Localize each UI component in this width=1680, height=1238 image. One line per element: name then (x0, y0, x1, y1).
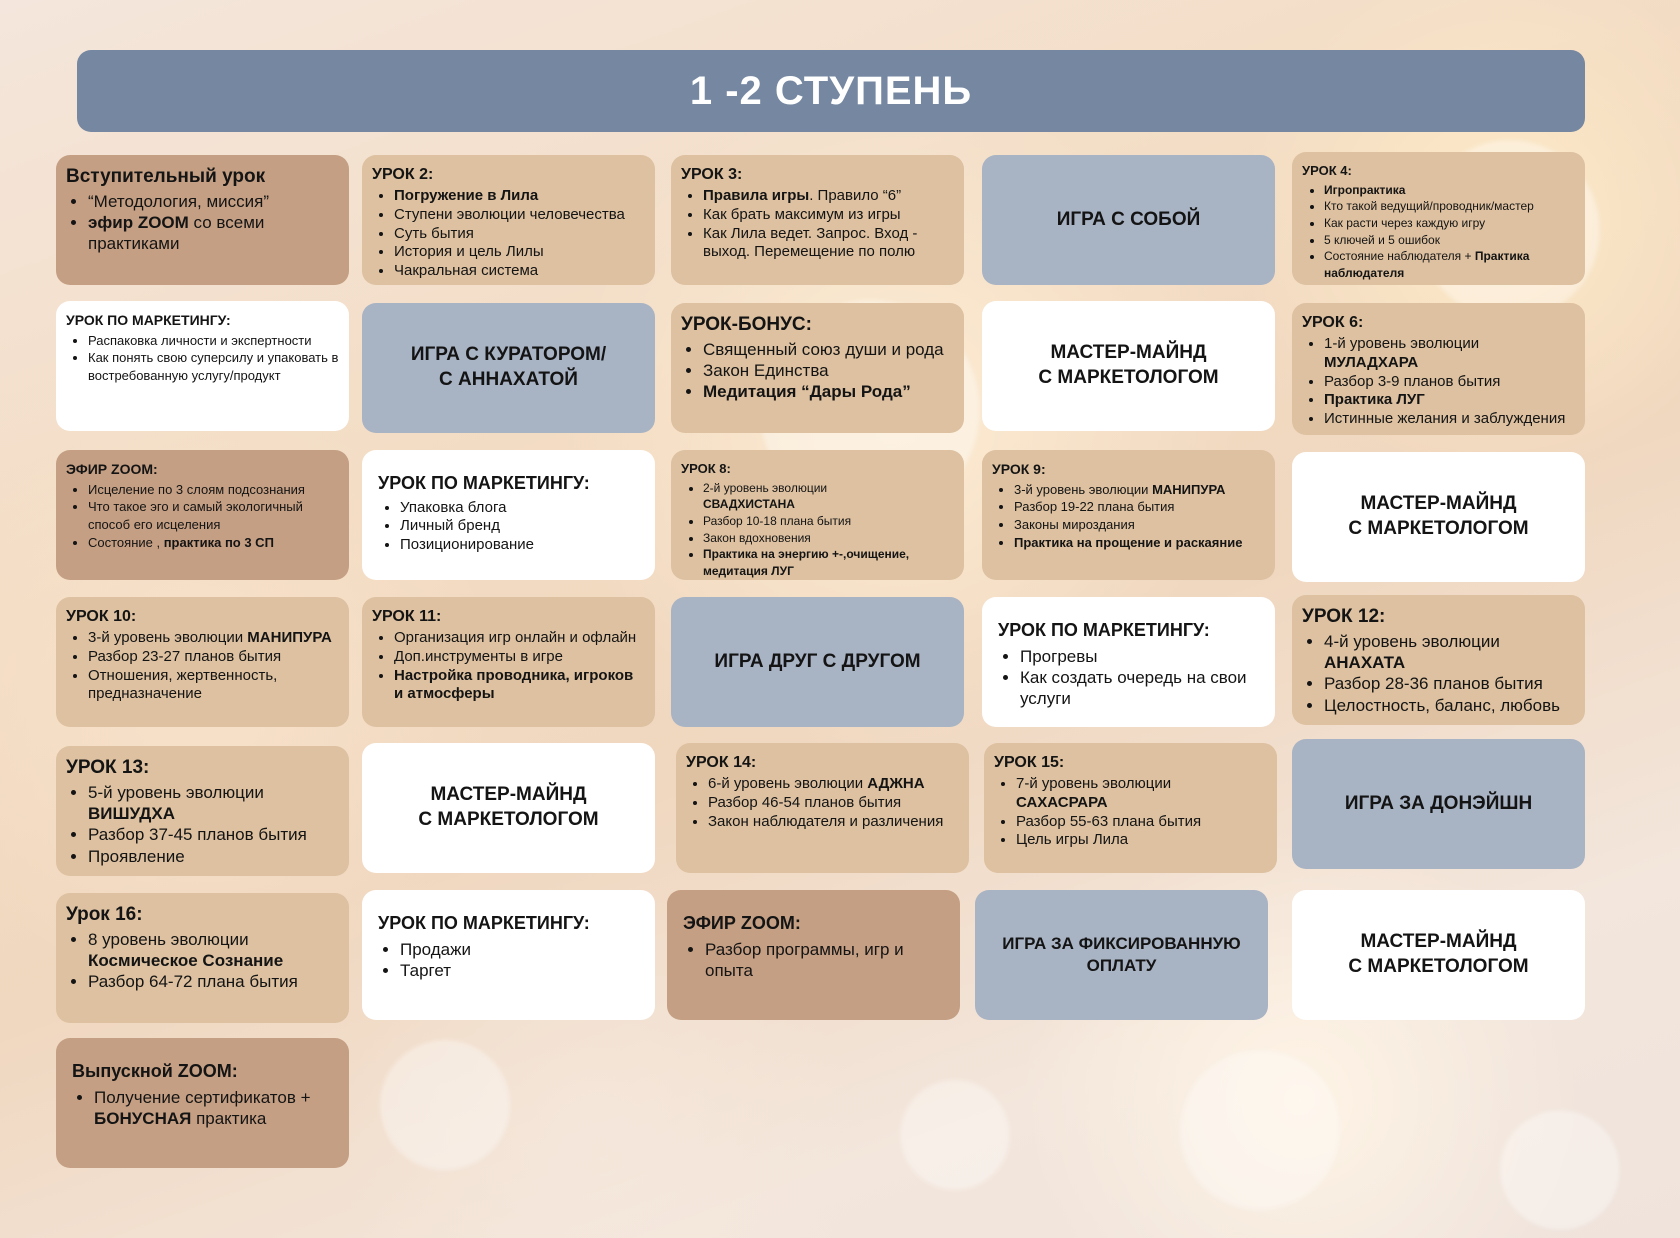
list-item: • эфир ZOOM со всеми практиками (88, 212, 339, 255)
list-item: • 2-й уровень эволюции СВАДХИСТАНА (703, 480, 954, 513)
list-item: • Разбор 37-45 планов бытия (88, 824, 339, 845)
list-item: • Игропрактика (1324, 182, 1575, 199)
card-mastermind (982, 301, 1275, 431)
card-label: МАСТЕР-МАЙНД (1360, 931, 1517, 953)
card-title: УРОК 2: (372, 166, 434, 183)
list-item: • Кто такой ведущий/проводник/мастер (1324, 198, 1575, 215)
card-label: МАСТЕР-МАЙНД (1050, 342, 1207, 364)
list-item: • Позиционирование (400, 536, 639, 555)
list-item: • Личный бренд (400, 517, 639, 536)
list-item: • Чакральная система (394, 262, 645, 281)
card-title: УРОК ПО МАРКЕТИНГУ: (378, 913, 590, 933)
list-item: • Разбор 10-18 плана бытия (703, 513, 954, 530)
card-zoom-broadcast (56, 450, 349, 580)
list-item: • Практика ЛУГ (1324, 391, 1575, 410)
page-header (77, 50, 1585, 132)
list-item: • 3-й уровень эволюции МАНИПУРА (88, 629, 339, 648)
bokeh-light (900, 1080, 1010, 1190)
card-title: УРОК 15: (994, 754, 1065, 771)
list-item: • Разбор 46-54 планов бытия (708, 794, 959, 813)
card-label: ИГРА С СОБОЙ (1056, 208, 1201, 230)
list-item: • Погружение в Лила (394, 187, 645, 206)
card-title: УРОК 12: (1302, 606, 1386, 627)
card-label: С МАРКЕТОЛОГОМ (1348, 956, 1529, 977)
list-item: • Разбор программы, игр и опыта (705, 939, 944, 982)
list-item: • Распаковка личности и экспертности (88, 332, 339, 350)
card-mastermind (362, 743, 655, 873)
list-item: • Продажи (400, 939, 639, 960)
list-item: • Состояние наблюдателя + Практика наблюдателя (1324, 248, 1575, 281)
list-item: • Как расти через каждую игру (1324, 215, 1575, 232)
list-item: • Исцеление по 3 слоям подсознания (88, 481, 339, 499)
list-item: • Как брать максимум из игры (703, 206, 954, 225)
card-title: УРОК 10: (66, 608, 137, 625)
card-label: ИГРА ЗА ДОНЭЙШН (1344, 792, 1533, 814)
list-item: • 8 уровень эволюции Космическое Сознание (88, 929, 339, 972)
card-title: УРОК 14: (686, 754, 757, 771)
list-item: • Отношения, жертвенность, предназначение (88, 667, 339, 705)
card-title: УРОК-БОНУС: (681, 314, 812, 335)
card-mastermind (1292, 452, 1585, 582)
list-item: • Практика на прощение и раскаяние (1014, 534, 1265, 552)
page-title: 1 -2 СТУПЕНЬ (689, 68, 973, 113)
list-item: • Доп.инструменты в игре (394, 648, 645, 667)
card-marketing-lesson-1 (56, 301, 349, 431)
list-item: • Проявление (88, 846, 339, 867)
card-game-each-other (671, 597, 964, 727)
card-label: МАСТЕР-МАЙНД (1360, 493, 1517, 515)
card-label: С МАРКЕТОЛОГОМ (418, 809, 599, 830)
card-title: УРОК ПО МАРКЕТИНГУ: (378, 473, 590, 493)
card-game-fixed-payment (975, 890, 1268, 1020)
card-marketing-lesson-3 (982, 597, 1275, 727)
list-item: • 6-й уровень эволюции АДЖНА (708, 775, 959, 794)
list-item: • Закон Единства (703, 360, 954, 381)
bokeh-light (1180, 1050, 1340, 1210)
list-item: • Разбор 23-27 планов бытия (88, 648, 339, 667)
card-title: Вступительный урок (66, 166, 266, 187)
list-item: • Истинные желания и заблуждения (1324, 410, 1575, 429)
card-label: ИГРА ДРУГ С ДРУГОМ (714, 650, 921, 672)
list-item: • Что такое эго и самый экологичный способ его исцеления (88, 498, 339, 533)
list-item: • Таргет (400, 960, 639, 981)
card-title: УРОК 13: (66, 757, 150, 778)
card-title: ЭФИР ZOOM: (66, 461, 158, 477)
list-item: • Священный союз души и рода (703, 339, 954, 360)
list-item: • Разбор 28-36 планов бытия (1324, 673, 1575, 694)
card-title: УРОК ПО МАРКЕТИНГУ: (66, 312, 231, 328)
card-title: Урок 16: (66, 904, 143, 925)
list-item: • Закон вдохновения (703, 530, 954, 547)
list-item: • Практика на энергию +-,очищение, медитация ЛУГ (703, 546, 954, 579)
card-mastermind (1292, 890, 1585, 1020)
list-item: • Разбор 55-63 плана бытия (1016, 813, 1267, 832)
list-item: • Цель игры Лила (1016, 831, 1267, 850)
card-lesson-6 (1292, 303, 1585, 435)
list-item: • Разбор 19-22 плана бытия (1014, 498, 1265, 516)
card-title: ЭФИР ZOOM: (683, 913, 801, 933)
card-label: ОПЛАТУ (1086, 956, 1157, 975)
card-marketing-lesson-4 (362, 890, 655, 1020)
list-item: • Получение сертификатов + БОНУСНАЯ практика (94, 1087, 333, 1130)
card-label: С МАРКЕТОЛОГОМ (1348, 518, 1529, 539)
list-item: • Как Лила ведет. Запрос. Вход - выход. Перемещение по полю (703, 225, 954, 263)
list-item: • Настройка проводника, игроков и атмосферы (394, 667, 645, 705)
list-item: • Законы мироздания (1014, 516, 1265, 534)
card-label: МАСТЕР-МАЙНД (430, 784, 587, 806)
list-item: • 5-й уровень эволюции ВИШУДХА (88, 782, 339, 825)
card-bonus-lesson (671, 303, 964, 433)
card-marketing-lesson-2 (362, 450, 655, 580)
list-item: • Медитация “Дары Рода” (703, 381, 954, 402)
list-item: • Как понять свою суперсилу и упаковать в востребованную услугу/продукт (88, 349, 339, 384)
card-lesson-3 (671, 155, 964, 285)
card-lesson-4 (1292, 152, 1585, 285)
card-lesson-2 (362, 155, 655, 285)
list-item: • 1-й уровень эволюции МУЛАДХАРА (1324, 335, 1575, 373)
card-lesson-9 (982, 450, 1275, 580)
card-graduation-zoom (56, 1038, 349, 1168)
card-label: ИГРА С КУРАТОРОМ/ (410, 344, 607, 366)
list-item: • История и цель Лилы (394, 243, 645, 262)
card-label: ИГРА ЗА ФИКСИРОВАННУЮ (1002, 933, 1241, 953)
list-item: • Суть бытия (394, 225, 645, 244)
card-lesson-13 (56, 746, 349, 876)
card-game-donation (1292, 739, 1585, 869)
bokeh-light (1500, 1110, 1620, 1230)
list-item: • Правила игры. Правило “6” (703, 187, 954, 206)
card-lesson-16 (56, 893, 349, 1023)
card-title: УРОК 6: (1302, 314, 1364, 331)
card-lesson-11 (362, 597, 655, 727)
list-item: • Целостность, баланс, любовь (1324, 695, 1575, 716)
list-item: • Состояние , практика по 3 СП (88, 534, 339, 552)
list-item: • Организация игр онлайн и офлайн (394, 629, 645, 648)
list-item: • Ступени эволюции человечества (394, 206, 645, 225)
card-lesson-15 (984, 743, 1277, 873)
card-label: С МАРКЕТОЛОГОМ (1038, 367, 1219, 388)
list-item: • 4-й уровень эволюции АНАХАТА (1324, 631, 1575, 674)
list-item: • 3-й уровень эволюции МАНИПУРА (1014, 481, 1265, 499)
card-lesson-14 (676, 743, 969, 873)
list-item: • 7-й уровень эволюции САХАСРАРА (1016, 775, 1267, 813)
card-title: УРОК 4: (1302, 163, 1352, 178)
card-zoom-broadcast (667, 890, 960, 1020)
card-title: УРОК 8: (681, 461, 731, 476)
card-title: УРОК 3: (681, 166, 743, 183)
card-title: УРОК ПО МАРКЕТИНГУ: (998, 620, 1210, 640)
card-lesson-10 (56, 597, 349, 727)
list-item: • “Методология, миссия” (88, 191, 339, 212)
card-game-curator (362, 303, 655, 433)
card-title: УРОК 11: (372, 608, 442, 625)
bokeh-light (380, 1040, 510, 1170)
card-game-self (982, 155, 1275, 285)
card-lesson-12 (1292, 595, 1585, 725)
card-title: Выпускной ZOOM: (72, 1061, 238, 1081)
list-item: • Упаковка блога (400, 499, 639, 518)
list-item: • Разбор 3-9 планов бытия (1324, 373, 1575, 392)
list-item: • 5 ключей и 5 ошибок (1324, 232, 1575, 249)
list-item: • Прогревы (1020, 646, 1259, 667)
card-lesson-8 (671, 450, 964, 580)
list-item: • Разбор 64-72 плана бытия (88, 971, 339, 992)
list-item: • Как создать очередь на свои услуги (1020, 667, 1259, 710)
card-label: С АННАХАТОЙ (439, 369, 578, 390)
card-title: УРОК 9: (992, 461, 1046, 477)
card-intro-lesson (56, 155, 349, 285)
list-item: • Закон наблюдателя и различения (708, 813, 959, 832)
